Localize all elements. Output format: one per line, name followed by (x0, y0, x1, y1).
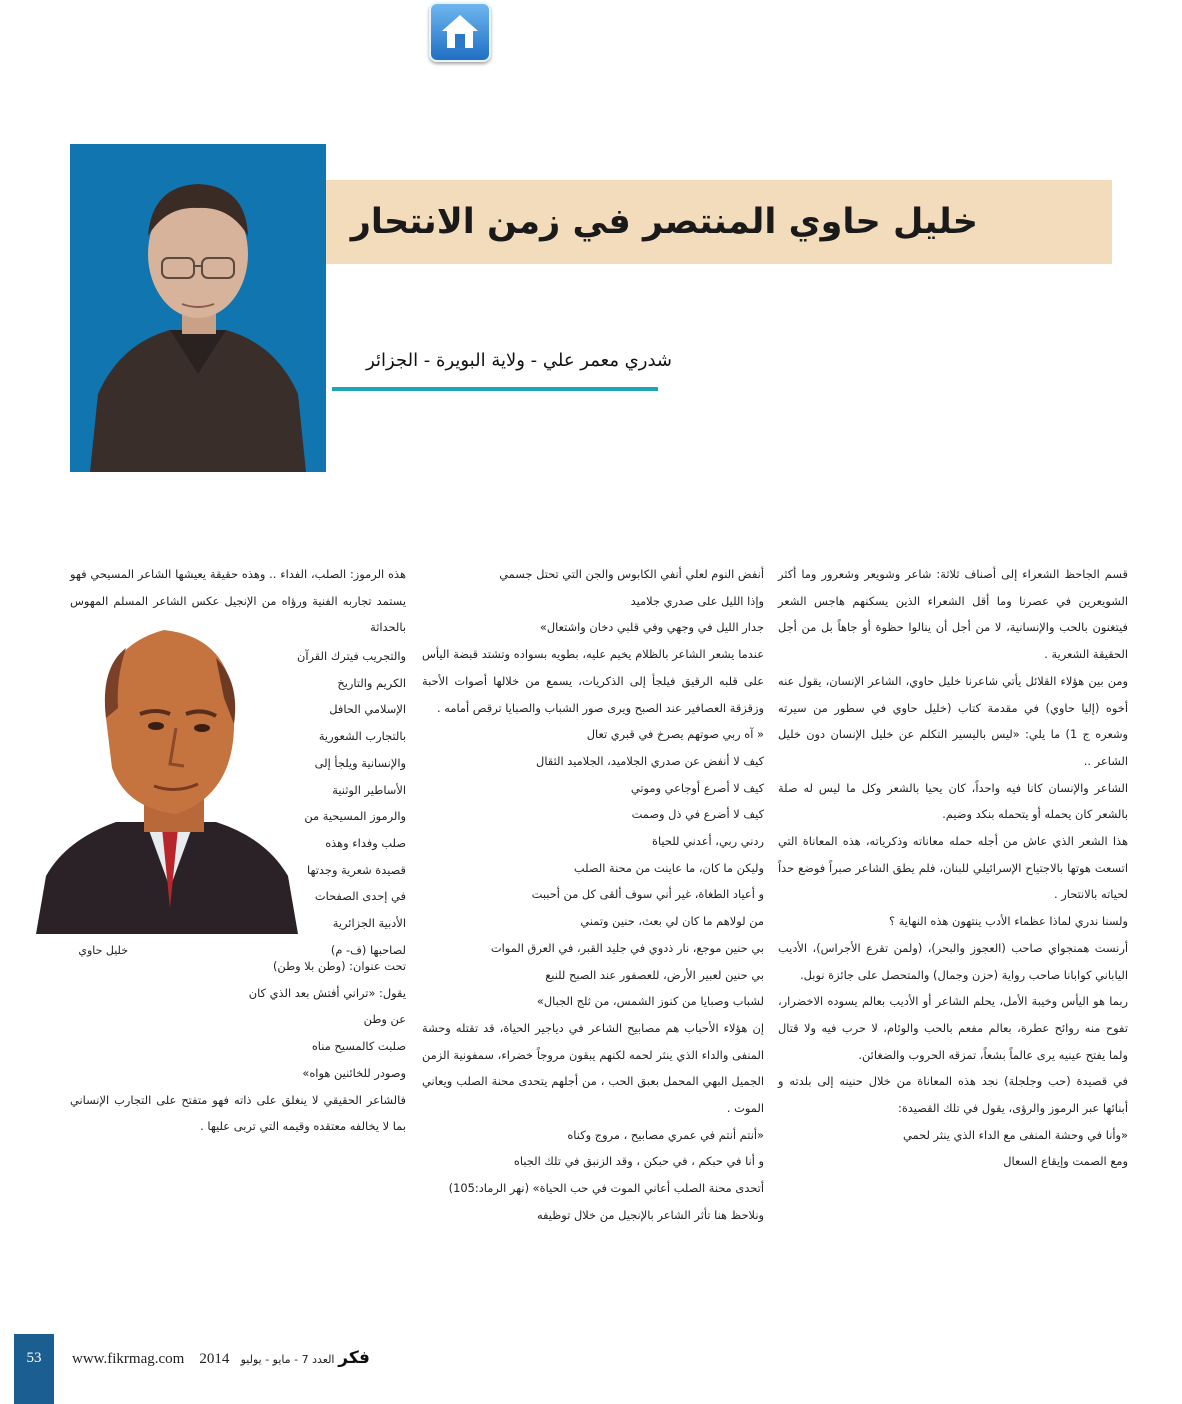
poem-line: كيف لا أنفض عن صدري الجلاميد، الجلاميد الثقال (536, 753, 764, 768)
column-middle (422, 561, 764, 1317)
poem-line: بي حنين لعبير الأرض، للعصفور عند الصبح للنبع (545, 967, 764, 982)
poem-line: و أنا في حبكم ، في حبكن ، وقد الزنبق في تلك الجباه (513, 1154, 764, 1169)
paragraph: ونلاحظ هنا تأثر الشاعر بالإنجيل من خلال توظيفه (536, 1207, 764, 1222)
poem-line: وصودر للخائنين هواه» (302, 1065, 406, 1080)
byline-divider (332, 387, 658, 391)
poem-line: من لولاهم ما كان لي بعث، حنين وتمني (580, 914, 764, 929)
paragraph: الشاعر والإنسان كانا فيه واحداً، كان يحيا بالشعر وكل ما ليس له صلة بالشعر كان يحمله أو يتحمله بنكد وضيم. (778, 780, 1128, 822)
poem-line: جدار الليل في وجهي وفي قلبي دخان واشتعال» (539, 620, 764, 635)
poet-portrait (36, 608, 298, 934)
footer-website[interactable]: www.fikrmag.com (72, 1351, 185, 1367)
poem-line: صلبت كالمسيح مناه (311, 1039, 406, 1054)
paragraph: فالشاعر الحقيقي لا ينغلق على ذاته فهو متفتح على التجارب الإنساني بما لا يخالفه معتقده وقيمه التي تربى عليها . (70, 1092, 406, 1134)
footer (72, 1348, 432, 1372)
poem-line: أنفض النوم لعلي أنفي الكابوس والجن التي تحتل جسمي (499, 567, 764, 581)
poem-line: لشباب وصبايا من كنوز الشمس، من ثلج الجبال» (536, 994, 764, 1009)
paragraph: إن هؤلاء الأحباب هم مصابيح الشاعر في دياجير الحياة، قد تقتله وحشة المنفى والداء الذي ينثر لحمه لكنهم يبقون مروجاً خضراء، سمفونية الزمن الجميل البهي المحمل بعبق الحب ، من أجلهم يتحدى محنة الصلب ويعاني الموت . (422, 1020, 764, 1116)
poem-line: ومع الصمت وإيقاع السعال (1003, 1154, 1128, 1169)
paragraph: والتجريب فيترك القرآن الكريم والتاريخ الإسلامي الحافل بالتجارب الشعورية والإنسانية ويلجأ إلى الأساطير الوثنية والرموز المسيحية من صلب وفداء وهذه قصيدة شعرية وجدتها في إحدى الصفحات الأدبية الجزائرية لصاحبها (ف- م) (296, 649, 406, 957)
author-photo (70, 144, 326, 472)
footer-issue: العدد 7 - مايو - يوليو (240, 1353, 335, 1366)
poem-line: بي حنين موجع، نار ذدوي في جليد القبر، في العرق الموات (490, 940, 764, 955)
footer-year: 2014 (199, 1351, 230, 1367)
paragraph: هذا الشعر الذي عاش من أجله حمله معاناته وذكرياته، هذه المعاناة التي اتسعت هوتها بالاجتياح الإسرائيلي للبنان، فلم يطق الشاعر صبراً فوضع حداً لحياته بالانتحار . (778, 834, 1128, 902)
paragraph: ربما هو اليأس وخيبة الأمل، يحلم الشاعر أو الأديب بعالم يسوده الاخضرار، تفوح منه روائح عطرة، بعالم مفعم بالحب والوئام، لا حرب فيه ولا قتال ولما يفتح عينيه يرى عالماً بشعاً، تمزقه الحروب والضغائن. (778, 994, 1128, 1062)
poem-line: وليكن ما كان، ما عاينت من محنة الصلب (573, 860, 764, 875)
paragraph: ولسنا ندري لماذا عظماء الأدب ينتهون هذه النهاية ؟ (889, 914, 1128, 929)
paragraph: هذه الرموز: الصلب، الفداء .. وهذه حقيقة يعيشها الشاعر المسيحي فهو يستمد تجاربه الفنية ورؤاه من الإنجيل عكس الشاعر المسلم المهوس بالحداثة (70, 567, 406, 635)
page-number-bar (14, 1334, 54, 1404)
portrait-caption: خليل حاوي (78, 944, 128, 957)
paragraph: أرنست همنجواي صاحب (العجوز والبحر)، (ولمن تقرع الأجراس)، الأديب الياباني كوابانا صاحب رواية (حزن وجمال) والمتحصل على جائزة نوبل. (778, 940, 1128, 982)
poem-line: «وأنا في وحشة المنفى مع الداء الذي ينثر لحمي (903, 1127, 1128, 1142)
home-icon (440, 12, 480, 52)
paragraph: ومن بين هؤلاء القلائل يأتي شاعرنا خليل حاوي، الشاعر الإنسان، يقول عنه أخوه (إليا حاوي) في مقدمة كتاب (خليل حاوي في سطور من سيرته وشعره ج 1) ما يلي: «ليس باليسير التكلم عن خليل الإنسان دون خليل الشاعر .. (778, 673, 1128, 768)
poem-line: «أنتم أنتم في عمري مصابيح ، مروج وكناه (567, 1127, 764, 1142)
paragraph: قسم الجاحظ الشعراء إلى أصناف ثلاثة: شاعر وشويعر وشعرور وما أكثر الشويعرين في عصرنا وما أقل الشعراء الذين يسكنهم هاجس الشعر فيتغنون بالحب والإنسانية، لا من أجل أن ينالوا حظوة أو جاهاً بل من أجل الحقيقة الشعرية . (778, 567, 1128, 662)
paragraph: تحت عنوان: (وطن بلا وطن) (272, 959, 406, 973)
article-byline: شدري معمر علي - ولاية البويرة - الجزائر (366, 350, 672, 371)
poem-line: و أعياد الطغاة، غير أني سوف ألقى كل من أحببت (531, 887, 764, 902)
poem-line: « آه ربي صوتهم يصرخ في قبري تعال (586, 727, 764, 742)
paragraph: في قصيدة (حب وجلجلة) نجد هذه المعاناة من خلال حنينه إلى بلدته و أبنائها عبر الرموز والرؤى، يقول في تلك القصيدة: (778, 1074, 1128, 1116)
poem-line: كيف لا أصرع أوجاعي وموتي (630, 780, 764, 795)
page-number: 53 (26, 1350, 42, 1366)
poem-line: ردني ربي، أعدني للحياة (651, 834, 764, 849)
column-left-wrap (296, 643, 406, 971)
poem-line: كيف لا أضرع في ذل وصمت (631, 807, 764, 822)
column-right (778, 561, 1128, 1317)
magazine-logo: فكر (338, 1348, 370, 1368)
column-left-bottom (70, 953, 406, 1183)
poem-line: أتحدى محنة الصلب أعاني الموت في حب الحياة» (نهر الرماد:105) (448, 1181, 764, 1196)
poem-line: يقول: «تراني أفتش بعد الذي كان (248, 985, 406, 1000)
paragraph: عندما يشعر الشاعر بالظلام يخيم عليه، بطويه بسواده وتشتد قبضة اليأس على قلبه الرقيق فيلجأ إلى الذكريات، يسمع من خلالها أصوات الأحبة وزقزقة العصافير عند الصبح ويرى صور الشباب والصبايا ترقص أمامه . (422, 647, 764, 715)
article-title: خليل حاوي المنتصر في زمن الانتحار (350, 202, 978, 242)
poem-line: وإذا الليل على صدري جلاميد (630, 593, 764, 608)
home-button[interactable] (429, 2, 491, 62)
poem-line: عن وطن (363, 1012, 406, 1027)
